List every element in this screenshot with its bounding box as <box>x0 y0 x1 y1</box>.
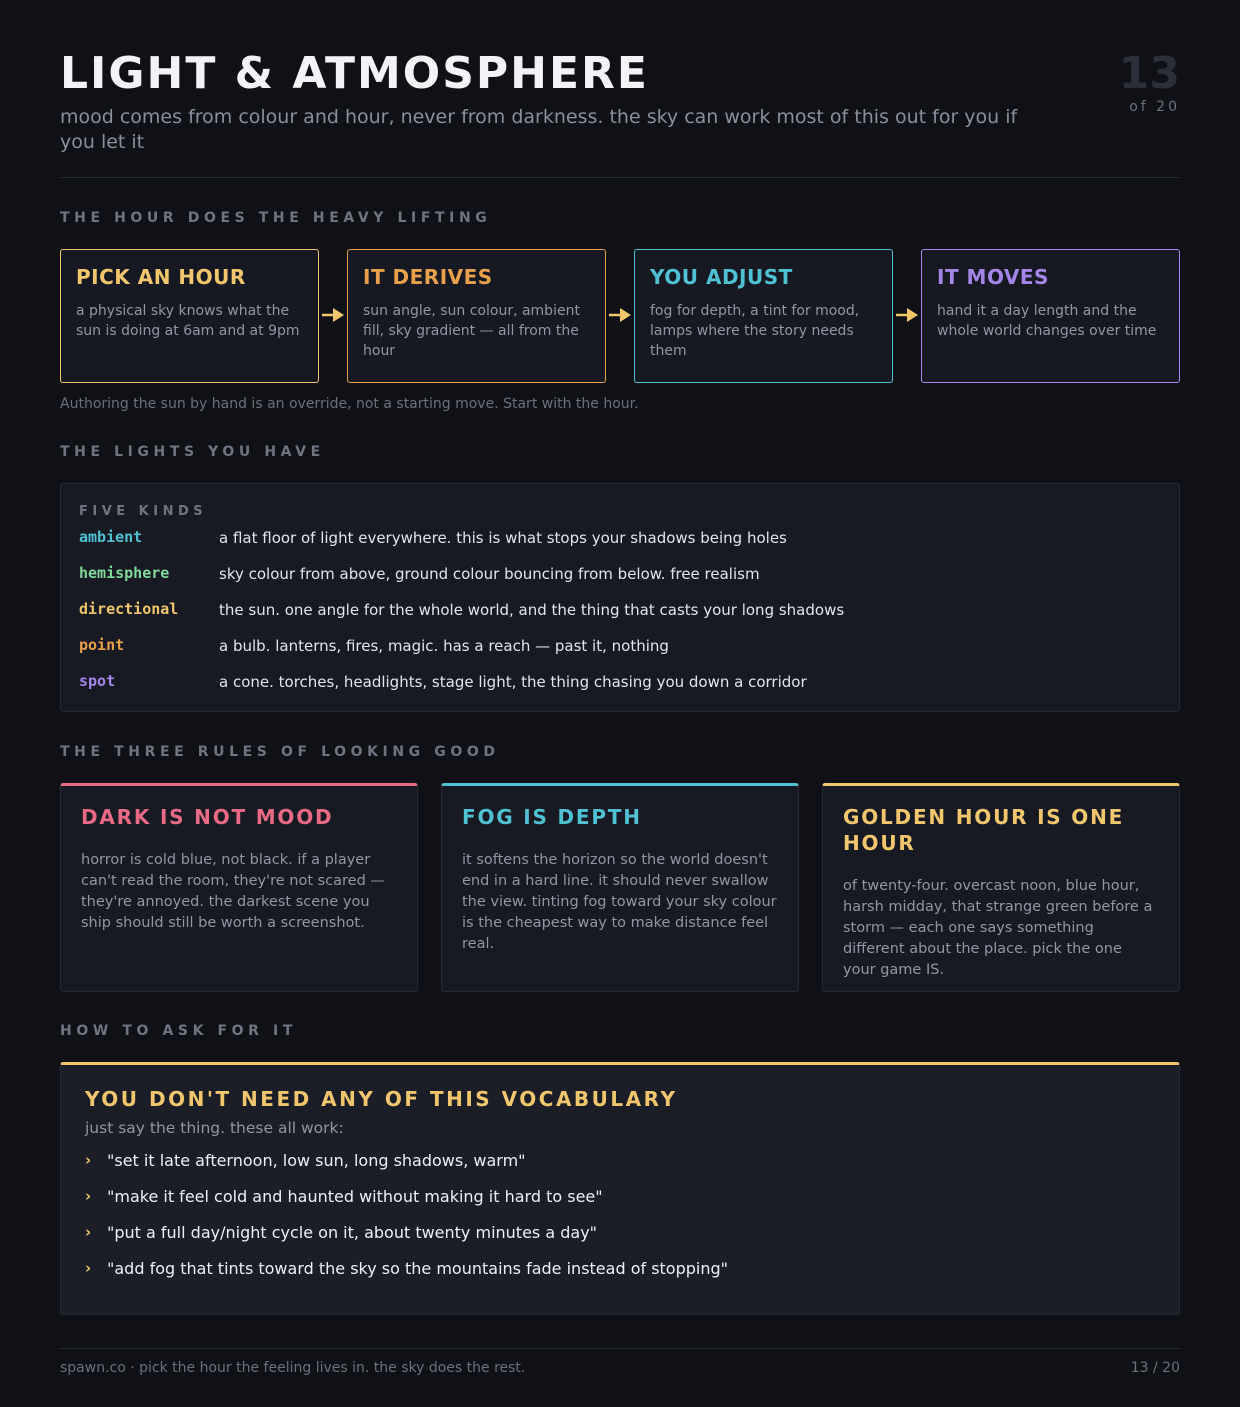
header <box>60 48 1180 178</box>
light-desc: the sun. one angle for the whole world, and the thing that casts your long shadows <box>219 601 845 619</box>
light-row-directional <box>79 600 1159 624</box>
section-label-hour: THE HOUR DOES THE HEAVY LIFTING <box>60 210 492 226</box>
ask-example <box>85 1259 1155 1295</box>
light-name: directional <box>79 600 179 618</box>
hour-flow <box>60 249 1180 383</box>
page-number: 13 <box>1118 48 1180 99</box>
light-desc: a bulb. lanterns, fires, magic. has a reach — past it, nothing <box>219 637 669 655</box>
page-total: of 20 <box>1129 99 1180 115</box>
lights-panel <box>60 483 1180 712</box>
light-desc: a cone. torches, headlights, stage light, the thing chasing you down a corridor <box>219 673 807 691</box>
chevron-right-icon: › <box>85 1187 92 1205</box>
light-name: point <box>79 636 125 654</box>
arrow-right-icon <box>321 305 345 325</box>
rule-card-fog-is-depth <box>441 783 799 992</box>
flow-step-you-adjust <box>634 249 893 383</box>
footer-divider <box>60 1348 1180 1349</box>
flow-step-text: a physical sky knows what the sun is doing at 6am and at 9pm <box>76 303 300 339</box>
page-subtitle: mood comes from colour and hour, never from darkness. the sky can work most of this out for you if you let it <box>60 106 1018 153</box>
footer-page-indicator: 13 / 20 <box>1130 1360 1180 1376</box>
chevron-right-icon: › <box>85 1259 92 1277</box>
rule-card-golden-hour <box>822 783 1180 992</box>
flow-step-title: IT DERIVES <box>363 265 493 289</box>
ask-example <box>85 1223 1155 1259</box>
rule-text: of twenty-four. overcast noon, blue hour, harsh midday, that strange green before a storm — each one says something different about the place. pick the one your game IS. <box>843 878 1153 978</box>
flow-step-it-moves <box>921 249 1180 383</box>
arrow-right-icon <box>895 305 919 325</box>
section-label-ask: HOW TO ASK FOR IT <box>60 1023 297 1039</box>
ask-example-text: "make it feel cold and haunted without making it hard to see" <box>107 1187 603 1206</box>
ask-example <box>85 1151 1155 1187</box>
footer-text: spawn.co · pick the hour the feeling lives in. the sky does the rest. <box>60 1360 526 1376</box>
light-row-hemisphere <box>79 564 1159 588</box>
flow-step-text: hand it a day length and the whole world changes over time <box>937 303 1157 339</box>
rule-card-dark-is-not-mood <box>60 783 418 992</box>
ask-example-text: "add fog that tints toward the sky so the mountains fade instead of stopping" <box>107 1259 729 1278</box>
rule-title: FOG IS DEPTH <box>462 805 642 829</box>
flow-step-text: sun angle, sun colour, ambient fill, sky gradient — all from the hour <box>363 303 580 359</box>
header-divider <box>60 177 1180 178</box>
flow-step-title: YOU ADJUST <box>650 265 793 289</box>
flow-step-title: PICK AN HOUR <box>76 265 246 289</box>
ask-lead: just say the thing. these all work: <box>85 1119 344 1137</box>
light-name: hemisphere <box>79 564 170 582</box>
ask-example-text: "set it late afternoon, low sun, long shadows, warm" <box>107 1151 526 1170</box>
arrow-right-icon <box>608 305 632 325</box>
section-label-lights: THE LIGHTS YOU HAVE <box>60 444 325 460</box>
flow-step-text: fog for depth, a tint for mood, lamps where the story needs them <box>650 303 860 359</box>
light-desc: a flat floor of light everywhere. this is what stops your shadows being holes <box>219 529 787 547</box>
flow-note: Authoring the sun by hand is an override, not a starting move. Start with the hour. <box>60 396 639 412</box>
ask-example <box>85 1187 1155 1223</box>
rule-title: DARK IS NOT MOOD <box>81 805 334 829</box>
rule-text: it softens the horizon so the world doesn't end in a hard line. it should never swallow the view. tinting fog toward your sky colour is the cheapest way to make distance feel real. <box>462 852 777 952</box>
flow-step-pick-hour <box>60 249 319 383</box>
light-row-ambient <box>79 528 1159 552</box>
ask-title: YOU DON'T NEED ANY OF THIS VOCABULARY <box>85 1087 678 1111</box>
rule-text: horror is cold blue, not black. if a player can't read the room, they're not scared — they're annoyed. the darkest scene you ship should still be worth a screenshot. <box>81 852 385 931</box>
flow-step-title: IT MOVES <box>937 265 1049 289</box>
page-title: LIGHT & ATMOSPHERE <box>60 48 649 99</box>
ask-examples <box>85 1151 1155 1295</box>
ask-example-text: "put a full day/night cycle on it, about twenty minutes a day" <box>107 1223 598 1242</box>
light-row-spot <box>79 672 1159 696</box>
ask-panel <box>60 1062 1180 1315</box>
rule-title: GOLDEN HOUR IS ONE HOUR <box>843 805 1125 855</box>
chevron-right-icon: › <box>85 1223 92 1241</box>
light-row-point <box>79 636 1159 660</box>
flow-step-it-derives <box>347 249 606 383</box>
section-label-rules: THE THREE RULES OF LOOKING GOOD <box>60 744 500 760</box>
light-name: spot <box>79 672 116 690</box>
chevron-right-icon: › <box>85 1151 92 1169</box>
lights-kicker: FIVE KINDS <box>79 504 208 519</box>
light-desc: sky colour from above, ground colour bouncing from below. free realism <box>219 565 760 583</box>
light-name: ambient <box>79 528 143 546</box>
